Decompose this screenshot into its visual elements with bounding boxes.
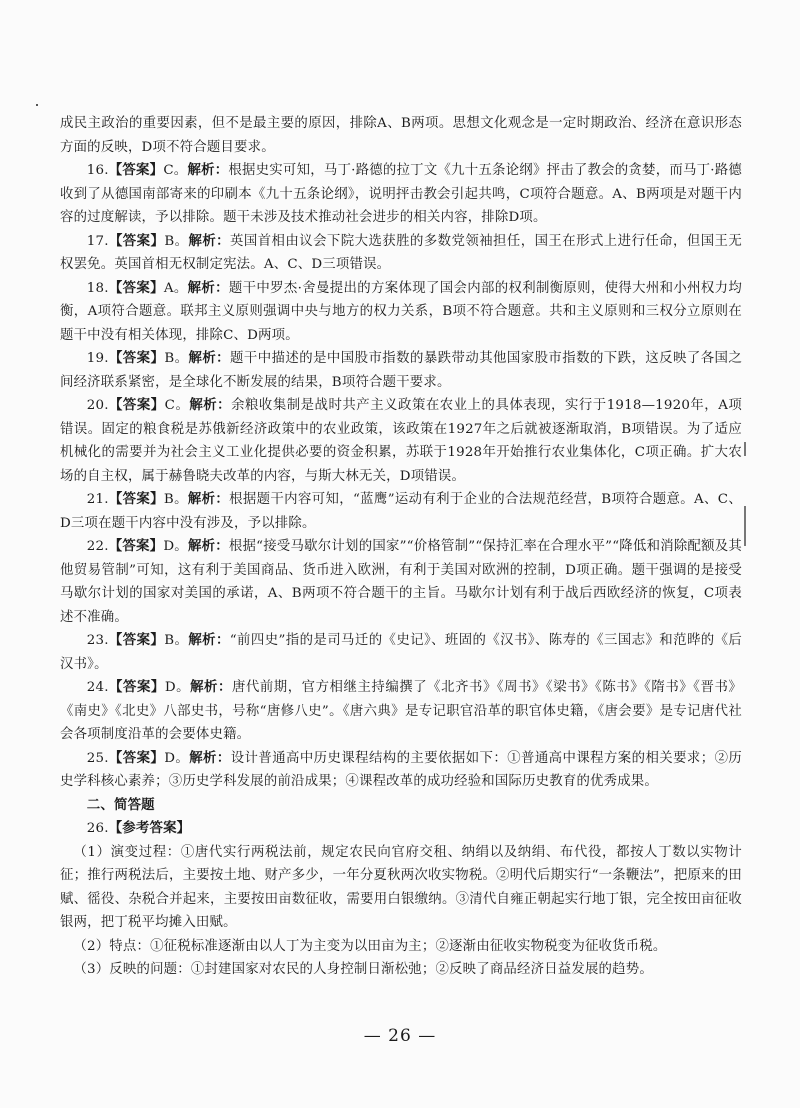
- answer-item: [60, 277, 742, 348]
- q26-part-2: （2）特点：①征税标准逐渐由以人丁为主变为以田亩为主；②逐渐由征收实物税变为征收货币税。: [73, 938, 667, 954]
- answer-number: 19.: [86, 351, 109, 366]
- answer-number: 25.: [86, 750, 109, 766]
- answer-item: [60, 535, 742, 629]
- analysis-text: 根据史实可知，马丁·路德的拉丁文《九十五条论纲》抨击了教会的贪婪，而马丁·路德收到了从德国南部寄来的印刷本《九十五条论纲》，说明抨击教会引起共鸣，C项符合题意。A、B两项是对题干内容的过度解读，予以排除。题干未涉及技术推动社会进步的相关内容，排除D项。: [60, 163, 742, 225]
- answer-key-label: 【答案】: [108, 679, 165, 695]
- answer-number: 16.: [86, 163, 109, 178]
- analysis-text: 根据“接受马歇尔计划的国家”“价格管制”“保持汇率在合理水平”“降低和消除配额及其他贸易管制”可知，这有利于美国商品、货币进入欧洲，有利于美国对欧洲的控制，D项正确。题干强调的是接受马歇尔计划的国家对美国的承诺，A、B两项不符合题干的主旨。马歇尔计划有利于战后西欧经济的恢复，C项表述不准确。: [60, 539, 742, 625]
- answer-key-label: 【答案】: [108, 350, 165, 366]
- answer-key-label: 【答案】: [108, 232, 165, 249]
- answer-choice: B。: [164, 351, 189, 366]
- q26-part-1: （1）演变过程：①唐代实行两税法前，规定农民向官府交租、纳绢以及纳绢、布代役，都按人丁数以实物计征；推行两税法后，主要按土地、财产多少，一年分夏秋两次收实物税。②明代后期实行“一条鞭法”，把原来的田赋、徭役、杂税合并起来，主要按田亩数征收，需要用白银缴纳。③清代自雍正朝起实行地丁银，完全按田亩征收银两，把丁税平均摊入田赋。: [60, 844, 742, 930]
- answer-item: [60, 230, 742, 277]
- analysis-text: 唐代前期，官方相继主持编撰了《北齐书》《周书》《梁书》《陈书》《隋书》《晋书》《南史》《北史》八部史书，号称“唐修八史”。《唐六典》是专记职官沿革的职官体史籍，《唐会要》是专记唐代社会各项制度沿革的会要体史籍。: [60, 680, 742, 742]
- answer-choice: B。: [164, 633, 189, 648]
- answer-number: 20.: [86, 398, 109, 413]
- answer-number: 22.: [86, 539, 109, 554]
- answer-number: 17.: [86, 233, 109, 249]
- answer-item: [60, 488, 742, 535]
- scan-edge-mark: [744, 506, 746, 546]
- analysis-text: 英国首相由议会下院大选获胜的多数党领袖担任，国王在形式上进行任命，但国王无权罢免。英国首相无权制定宪法。A、C、D三项错误。: [60, 233, 742, 272]
- answer-key-label: 【答案】: [108, 749, 165, 766]
- answer-key-label: 【答案】: [108, 162, 164, 178]
- answer-key-label: 【答案】: [108, 491, 164, 507]
- analysis-label: 解析：: [187, 279, 229, 296]
- answer-number: 24.: [86, 680, 109, 695]
- answer-key-label: 【答案】: [108, 397, 165, 413]
- answer-item: [60, 394, 742, 488]
- answer-item: [60, 159, 742, 230]
- answer-choice: D。: [164, 750, 190, 766]
- analysis-label: 解析：: [189, 397, 232, 413]
- answer-item: [60, 347, 742, 394]
- page-number: — 26 —: [363, 1026, 437, 1046]
- document-body: [60, 112, 742, 982]
- answer-choice: B。: [164, 233, 189, 249]
- answer-choice: D。: [163, 539, 188, 554]
- analysis-label: 解析：: [187, 538, 229, 554]
- q26-part-3: （3）反映的问题：①封建国家对农民的人身控制日渐松弛；②反映了商品经济日益发展的趋势。: [73, 962, 653, 977]
- answer-key-label: 【答案】: [108, 632, 165, 648]
- answer-item: [60, 747, 742, 794]
- answer-list: [60, 159, 742, 794]
- answer-key-label: 【答案】: [108, 538, 164, 554]
- answer-key-label: 【参考答案】: [108, 820, 191, 836]
- analysis-label: 解析：: [188, 232, 231, 249]
- answer-number: 18.: [86, 280, 109, 296]
- analysis-label: 解析：: [190, 679, 232, 695]
- analysis-label: 解析：: [187, 162, 229, 178]
- answer-choice: C。: [164, 398, 190, 413]
- answer-choice: A。: [163, 280, 188, 296]
- analysis-label: 解析：: [188, 350, 231, 366]
- answer-choice: D。: [164, 680, 191, 695]
- analysis-label: 解析：: [189, 749, 231, 766]
- answer-item: [60, 629, 742, 676]
- analysis-label: 解析：: [188, 632, 230, 648]
- answer-item: [60, 676, 742, 747]
- scan-dot: [36, 104, 38, 106]
- scan-edge-mark: [744, 442, 746, 456]
- analysis-label: 解析：: [187, 491, 230, 507]
- answer-key-label: 【答案】: [108, 279, 164, 296]
- answer-number: 23.: [86, 633, 109, 648]
- analysis-text: 根据题干内容可知，“蓝鹰”运动有利于企业的合法规范经营，B项符合题意。A、C、D三项在题干内容中没有涉及，予以排除。: [60, 492, 742, 531]
- answer-choice: C。: [163, 163, 188, 178]
- section-title: 二、简答题: [86, 796, 155, 813]
- answer-number: 26.: [86, 821, 109, 836]
- analysis-text: 题干中罗杰·舍曼提出的方案体现了国会内部的权利制衡原则，使得大州和小州权力均衡，A项符合题意。联邦主义原则强调中央与地方的权力关系，B项不符合题意。共和主义原则和三权分立原则在题干中没有相关体现，排除C、D两项。: [60, 280, 742, 343]
- analysis-text: 题干中描述的是中国股市指数的暴跌带动其他国家股市指数的下跌，这反映了各国之间经济联系紧密，是全球化不断发展的结果，B项符合题干要求。: [60, 351, 742, 390]
- analysis-text: 余粮收集制是战时共产主义政策在农业上的具体表现，实行于1918—1920年，A项错误。固定的粮食税是苏俄新经济政策中的农业政策，该政策在1927年之后就被逐渐取消，B项错误。为了适应机械化的需要并为社会主义工业化提供必要的资金积累，苏联于1928年开始推行农业集体化，C项正确。扩大农场的自主权，属于赫鲁晓夫改革的内容，与斯大林无关，D项错误。: [60, 398, 742, 484]
- analysis-text: “前四史”指的是司马迁的《史记》、班固的《汉书》、陈寿的《三国志》和范晔的《后汉书》。: [60, 633, 742, 672]
- answer-number: 21.: [86, 492, 109, 507]
- paragraph-continuation: 成民主政治的重要因素，但不是最主要的原因，排除A、B两项。思想文化观念是一定时期政治、经济在意识形态方面的反映，D项不符合题目要求。: [60, 116, 742, 155]
- q26-heading: [60, 817, 742, 841]
- analysis-text: 设计普通高中历史课程结构的主要依据如下：①普通高中课程方案的相关要求；②历史学科核心素养；③历史学科发展的前沿成果；④课程改革的成功经验和国际历史教育的优秀成果。: [60, 750, 742, 789]
- answer-choice: B。: [163, 492, 188, 507]
